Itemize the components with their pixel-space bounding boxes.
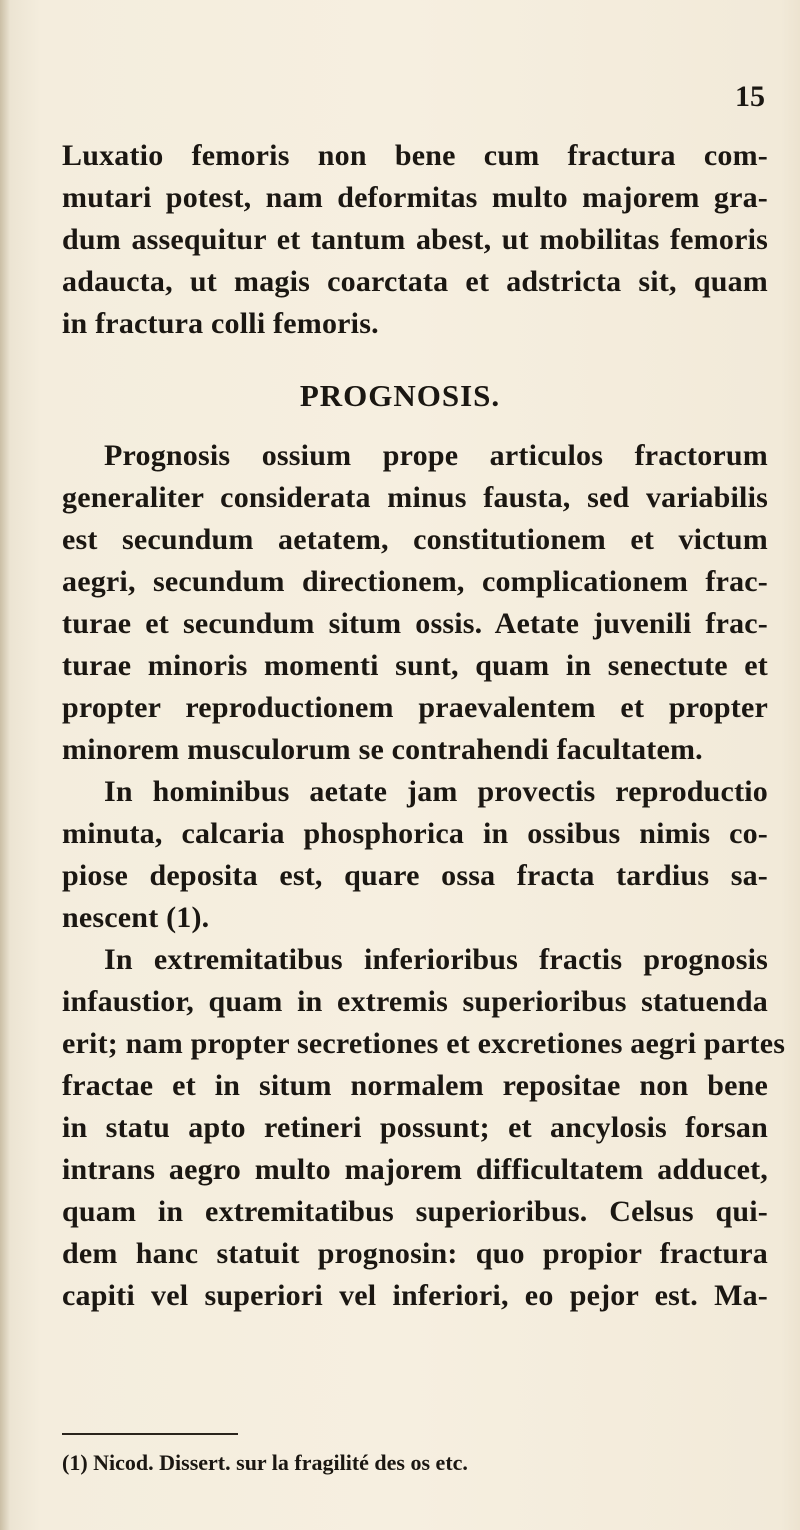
page-spine-shadow (0, 0, 10, 1530)
text-line: turae minoris momenti sunt, quam in senectute et (62, 649, 768, 682)
footnote-divider (62, 1433, 238, 1435)
text-line: est secundum aetatem, constitutionem et victum (62, 523, 768, 556)
text-line: nescent (1). (62, 901, 210, 934)
section-heading: PROGNOSIS. (299, 378, 501, 413)
page-number: 15 (735, 80, 765, 113)
text-line: intrans aegro multo majorem difficultatem adducet, (62, 1153, 768, 1186)
text-line: piose deposita est, quare ossa fracta tardius sa- (62, 859, 768, 892)
text-line: minorem musculorum se contrahendi facultatem. (62, 733, 703, 766)
text-line: propter reproductionem praevalentem et propter (62, 691, 768, 724)
text-line: mutari potest, nam deformitas multo majorem gra- (62, 181, 768, 214)
text-line: Prognosis ossium prope articulos fractorum (104, 439, 768, 472)
text-line: in statu apto retineri possunt; et ancylosis forsan (62, 1111, 768, 1144)
text-line: quam in extremitatibus superioribus. Celsus qui- (62, 1195, 768, 1228)
text-line: minuta, calcaria phosphorica in ossibus nimis co- (62, 817, 768, 850)
text-line: capiti vel superiori vel inferiori, eo pejor est. Ma- (62, 1279, 768, 1312)
text-line: dem hanc statuit prognosin: quo propior fractura (62, 1237, 768, 1270)
text-line: erit; nam propter secretiones et excretiones aegri partes (62, 1027, 786, 1060)
footnote: (1) Nicod. Dissert. sur la fragilité des os etc. (62, 1450, 468, 1475)
text-line: infaustior, quam in extremis superioribus statuenda (62, 985, 768, 1018)
text-line: in fractura colli femoris. (62, 307, 379, 340)
text-line: dum assequitur et tantum abest, ut mobilitas femoris (62, 223, 768, 256)
text-line: In extremitatibus inferioribus fractis prognosis (104, 943, 768, 976)
text-line: Luxatio femoris non bene cum fractura com- (62, 139, 768, 172)
text-line: aegri, secundum directionem, complicationem frac- (62, 565, 768, 598)
text-line: turae et secundum situm ossis. Aetate juvenili frac- (62, 607, 768, 640)
text-line: adaucta, ut magis coarctata et adstricta sit, quam (62, 265, 768, 298)
text-line: generaliter considerata minus fausta, sed variabilis (62, 481, 768, 514)
text-line: fractae et in situm normalem repositae non bene (62, 1069, 768, 1102)
text-line: In hominibus aetate jam provectis reproductio (104, 775, 768, 808)
